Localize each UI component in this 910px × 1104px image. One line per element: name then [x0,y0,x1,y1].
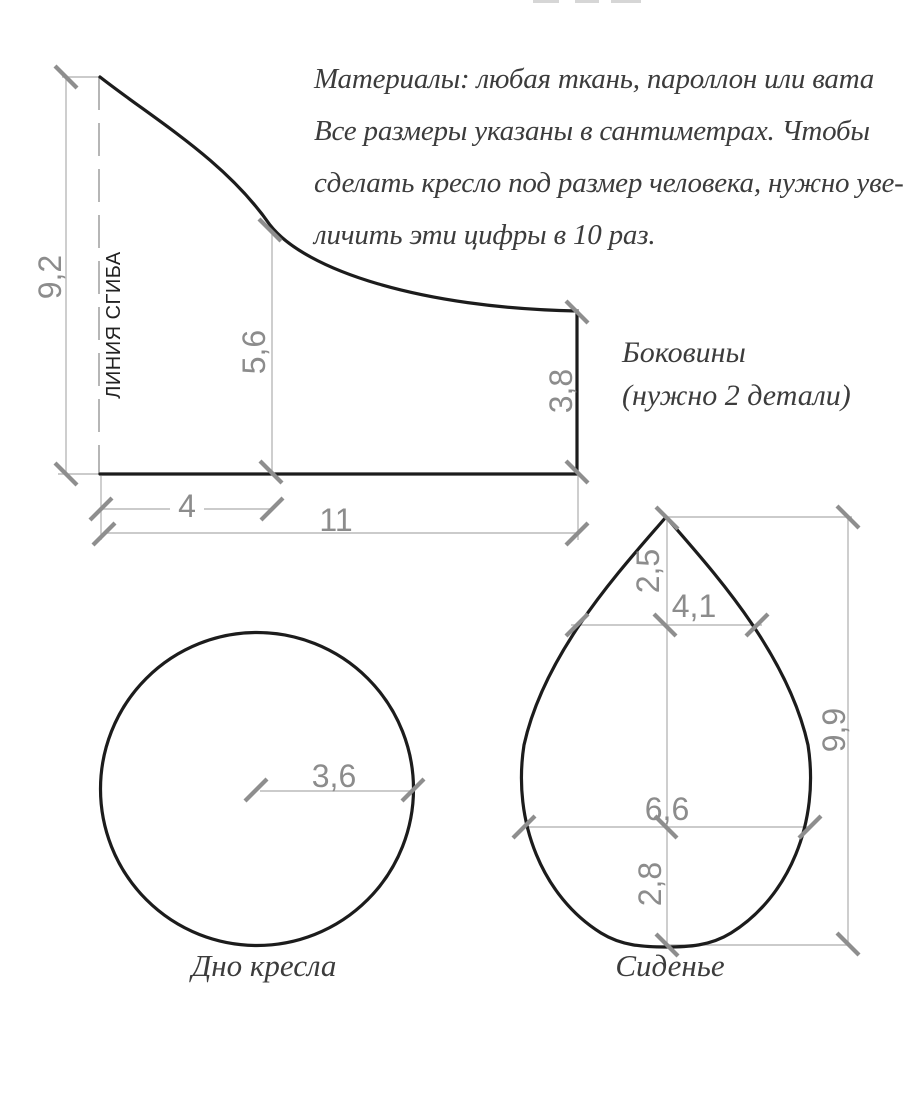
bottom-circle-title: Дно кресла [191,948,337,983]
materials-note-line: личить эти цифры в 10 раз. [314,219,656,251]
side-back-height-dimension: 3,8 [543,368,579,414]
side-panel-caption [622,331,851,417]
fold-line-label: ЛИНИЯ СГИБА [103,251,125,399]
materials-note-line: Материалы: любая ткань, пароллон или вата [314,63,875,95]
seat-max-width-dimension: 6,6 [644,791,690,827]
seat-upper-width-dimension: 4,1 [671,588,717,624]
materials-note [314,53,904,261]
seat-height-dimension: 9,9 [816,707,852,753]
seat-drawing [513,506,859,956]
side-panel-subtitle: (нужно 2 детали) [622,379,851,412]
circle-radius-dimension: 3,6 [311,758,357,794]
side-total-width-dimension: 11 [319,502,353,538]
side-panel-title: Боковины [622,336,746,369]
dimension-tick [245,779,267,801]
dimension-tick [260,461,282,483]
dimension-tick [566,523,588,545]
materials-note-line: Все размеры указаны в сантиметрах. Чтобы [314,115,870,147]
materials-note-line: сделать кресло под размер человека, нужно уве- [314,167,904,199]
seat-bottom-offset-dimension: 2,8 [632,861,668,907]
bottom-circle-drawing [101,633,425,946]
side-mid-height-dimension: 5,6 [236,329,272,375]
seat-title: Сиденье [615,948,725,983]
seat-tip-offset-dimension: 2,5 [630,548,666,594]
dimension-tick [93,523,115,545]
side-height-dimension: 9,2 [32,254,68,300]
side-seat-width-dimension: 4 [178,488,196,524]
